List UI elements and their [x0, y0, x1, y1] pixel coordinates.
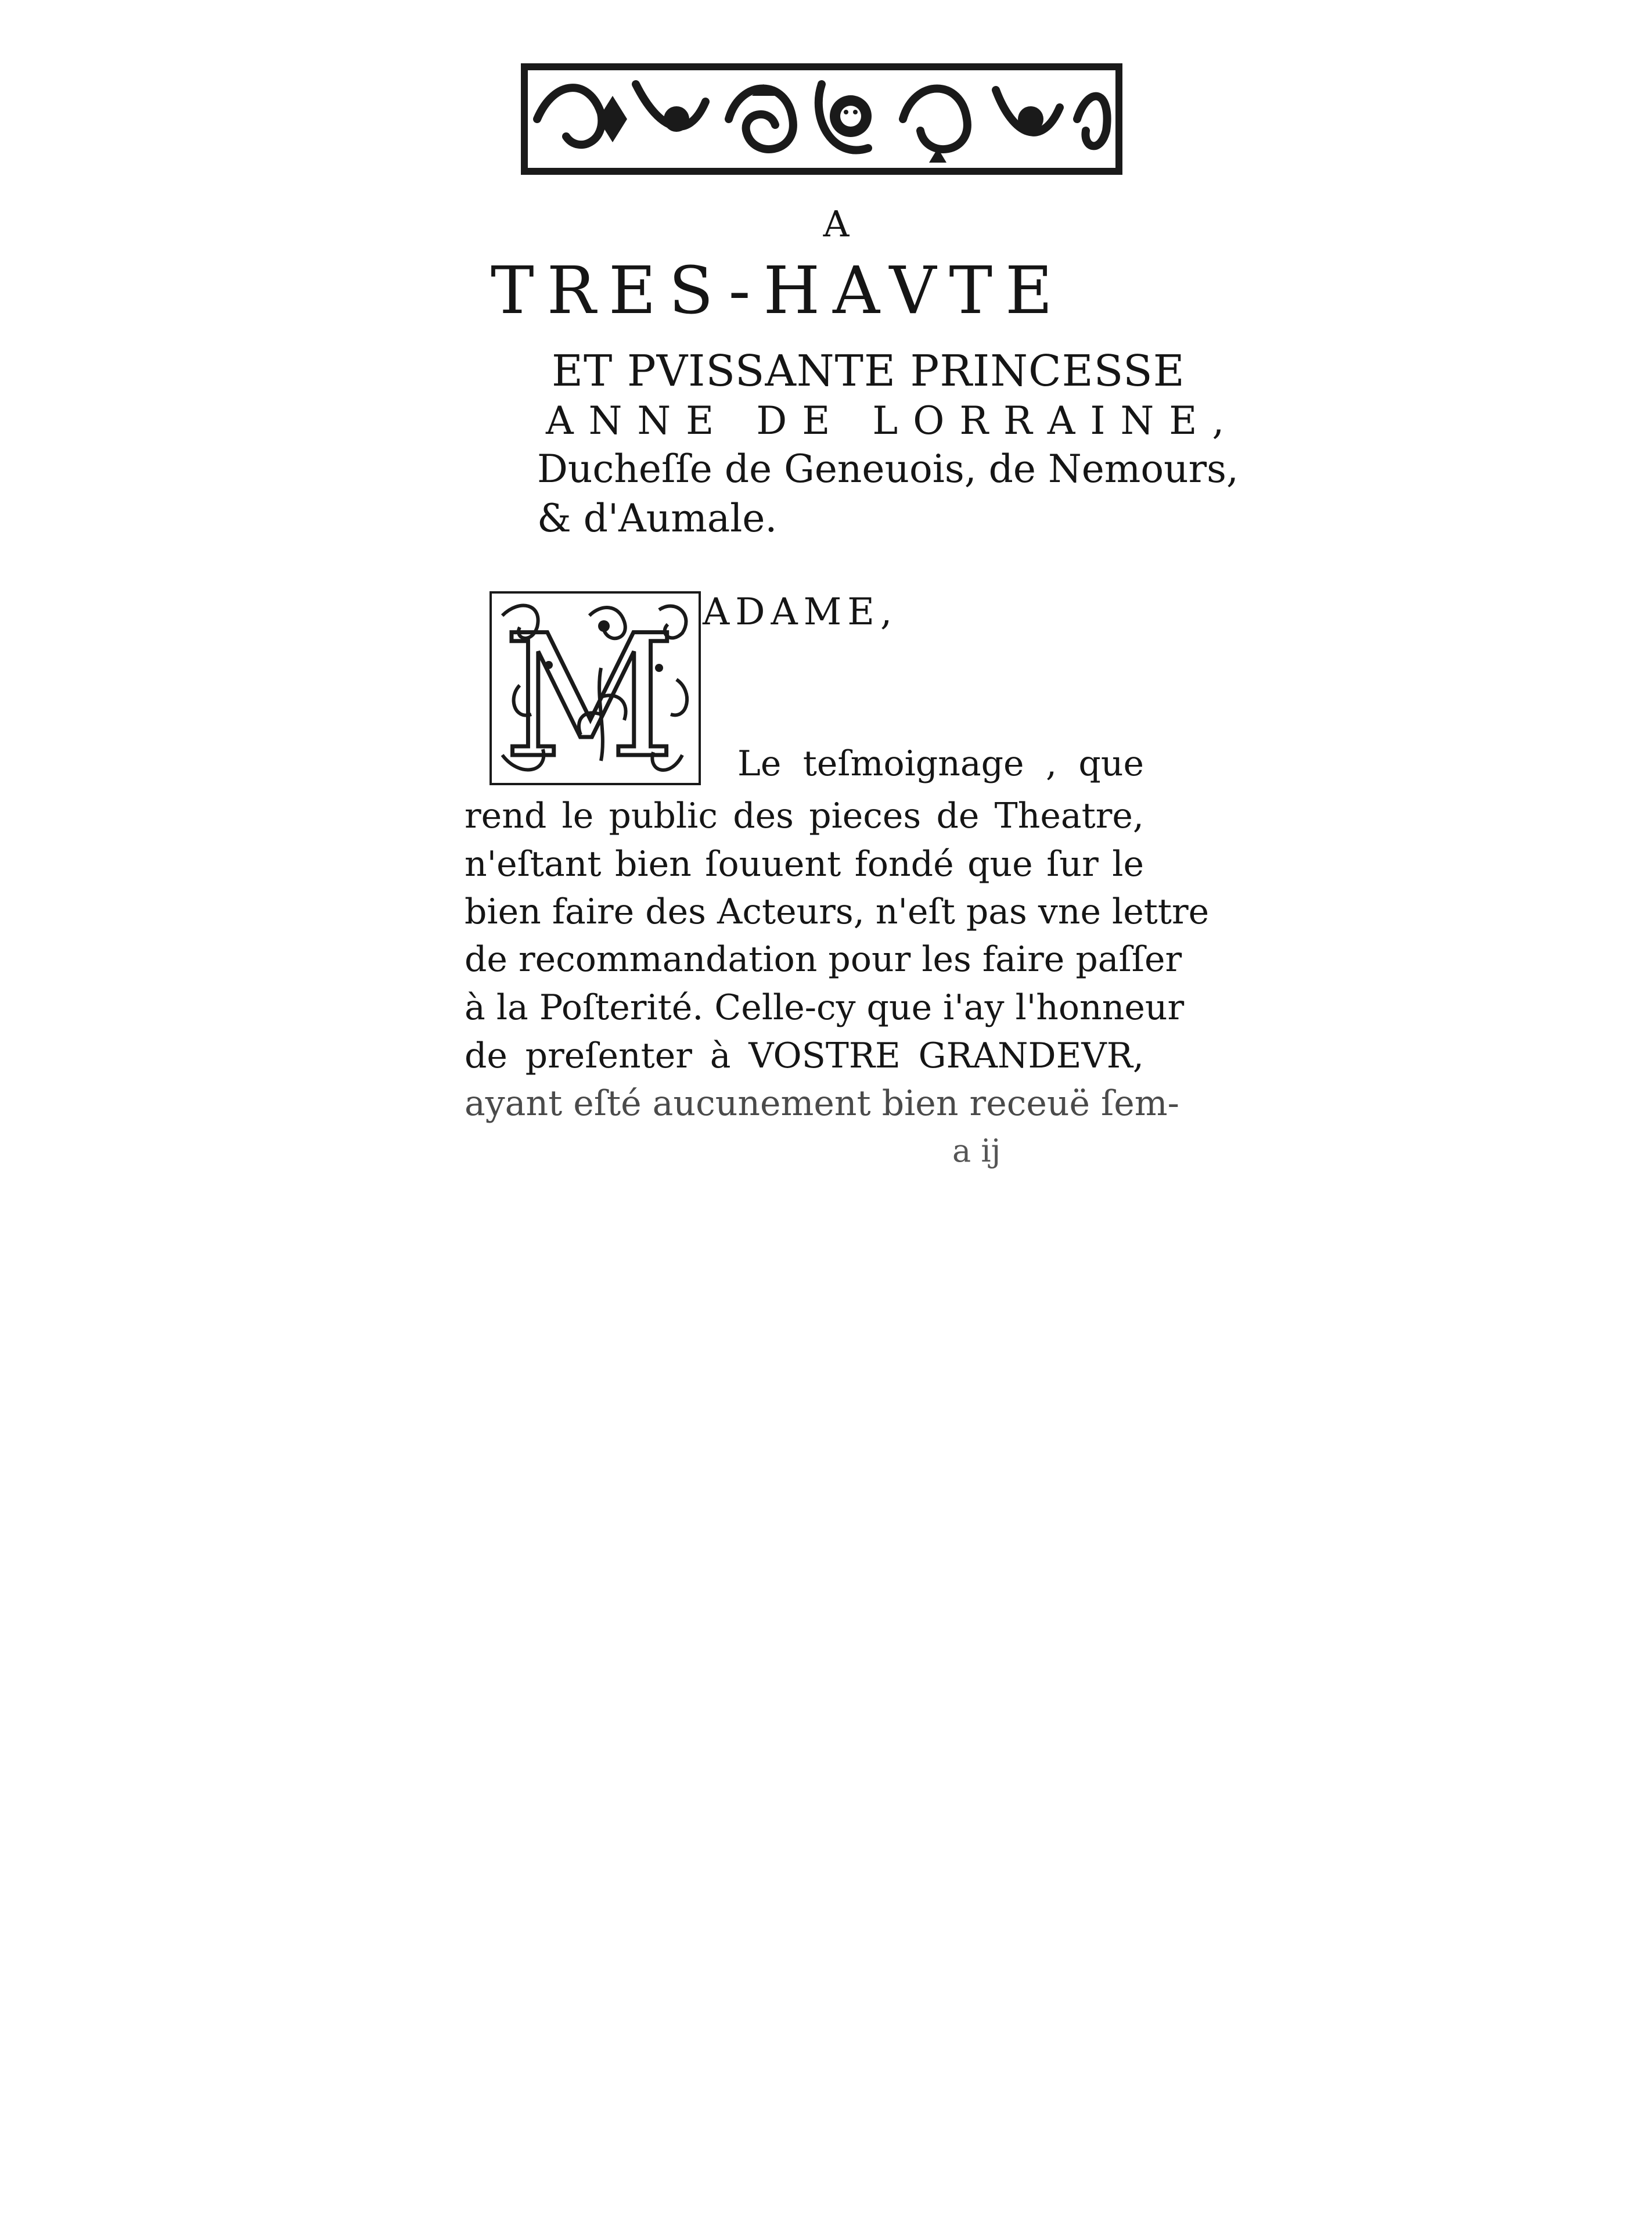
- dedication-line-7: de preſenter à VOSTRE GRANDEVR,: [465, 1036, 1144, 1076]
- ornamental-headpiece: [520, 61, 1124, 177]
- title-line-3: ANNE DE LORRAINE,: [546, 398, 1240, 443]
- dedication-line-5: de recommandation pour les faire paſſer: [465, 939, 1182, 980]
- dedication-line-8: ayant eſté aucunement bien receuë ſem-: [465, 1083, 1179, 1124]
- title-line-5: & d'Aumale.: [537, 496, 778, 541]
- dedication-line-6: à la Poſterité. Celle-cy que i'ay l'honneur: [465, 987, 1185, 1028]
- title-prefix: A: [823, 203, 850, 245]
- dedication-line-1: Le teſmoignage , que: [737, 743, 1144, 784]
- dedication-line-3: n'eſtant bien ſouuent fondé que ſur le: [465, 844, 1144, 885]
- salutation: ADAME,: [703, 591, 898, 634]
- svg-text:M: M: [503, 599, 676, 793]
- title-line-4: Ducheſſe de Geneuois, de Nemours,: [537, 447, 1239, 491]
- dedication-line-4: bien faire des Acteurs, n'eſt pas vne lettre: [465, 891, 1210, 932]
- dedication-line-2: rend le public des pieces de Theatre,: [465, 796, 1144, 836]
- title-line-2: ET PVISSANTE PRINCESSE: [552, 346, 1185, 396]
- decorated-initial-m: [485, 581, 717, 793]
- title-main: TRES-HAVTE: [491, 253, 1066, 329]
- signature-mark: a ij: [952, 1133, 1001, 1169]
